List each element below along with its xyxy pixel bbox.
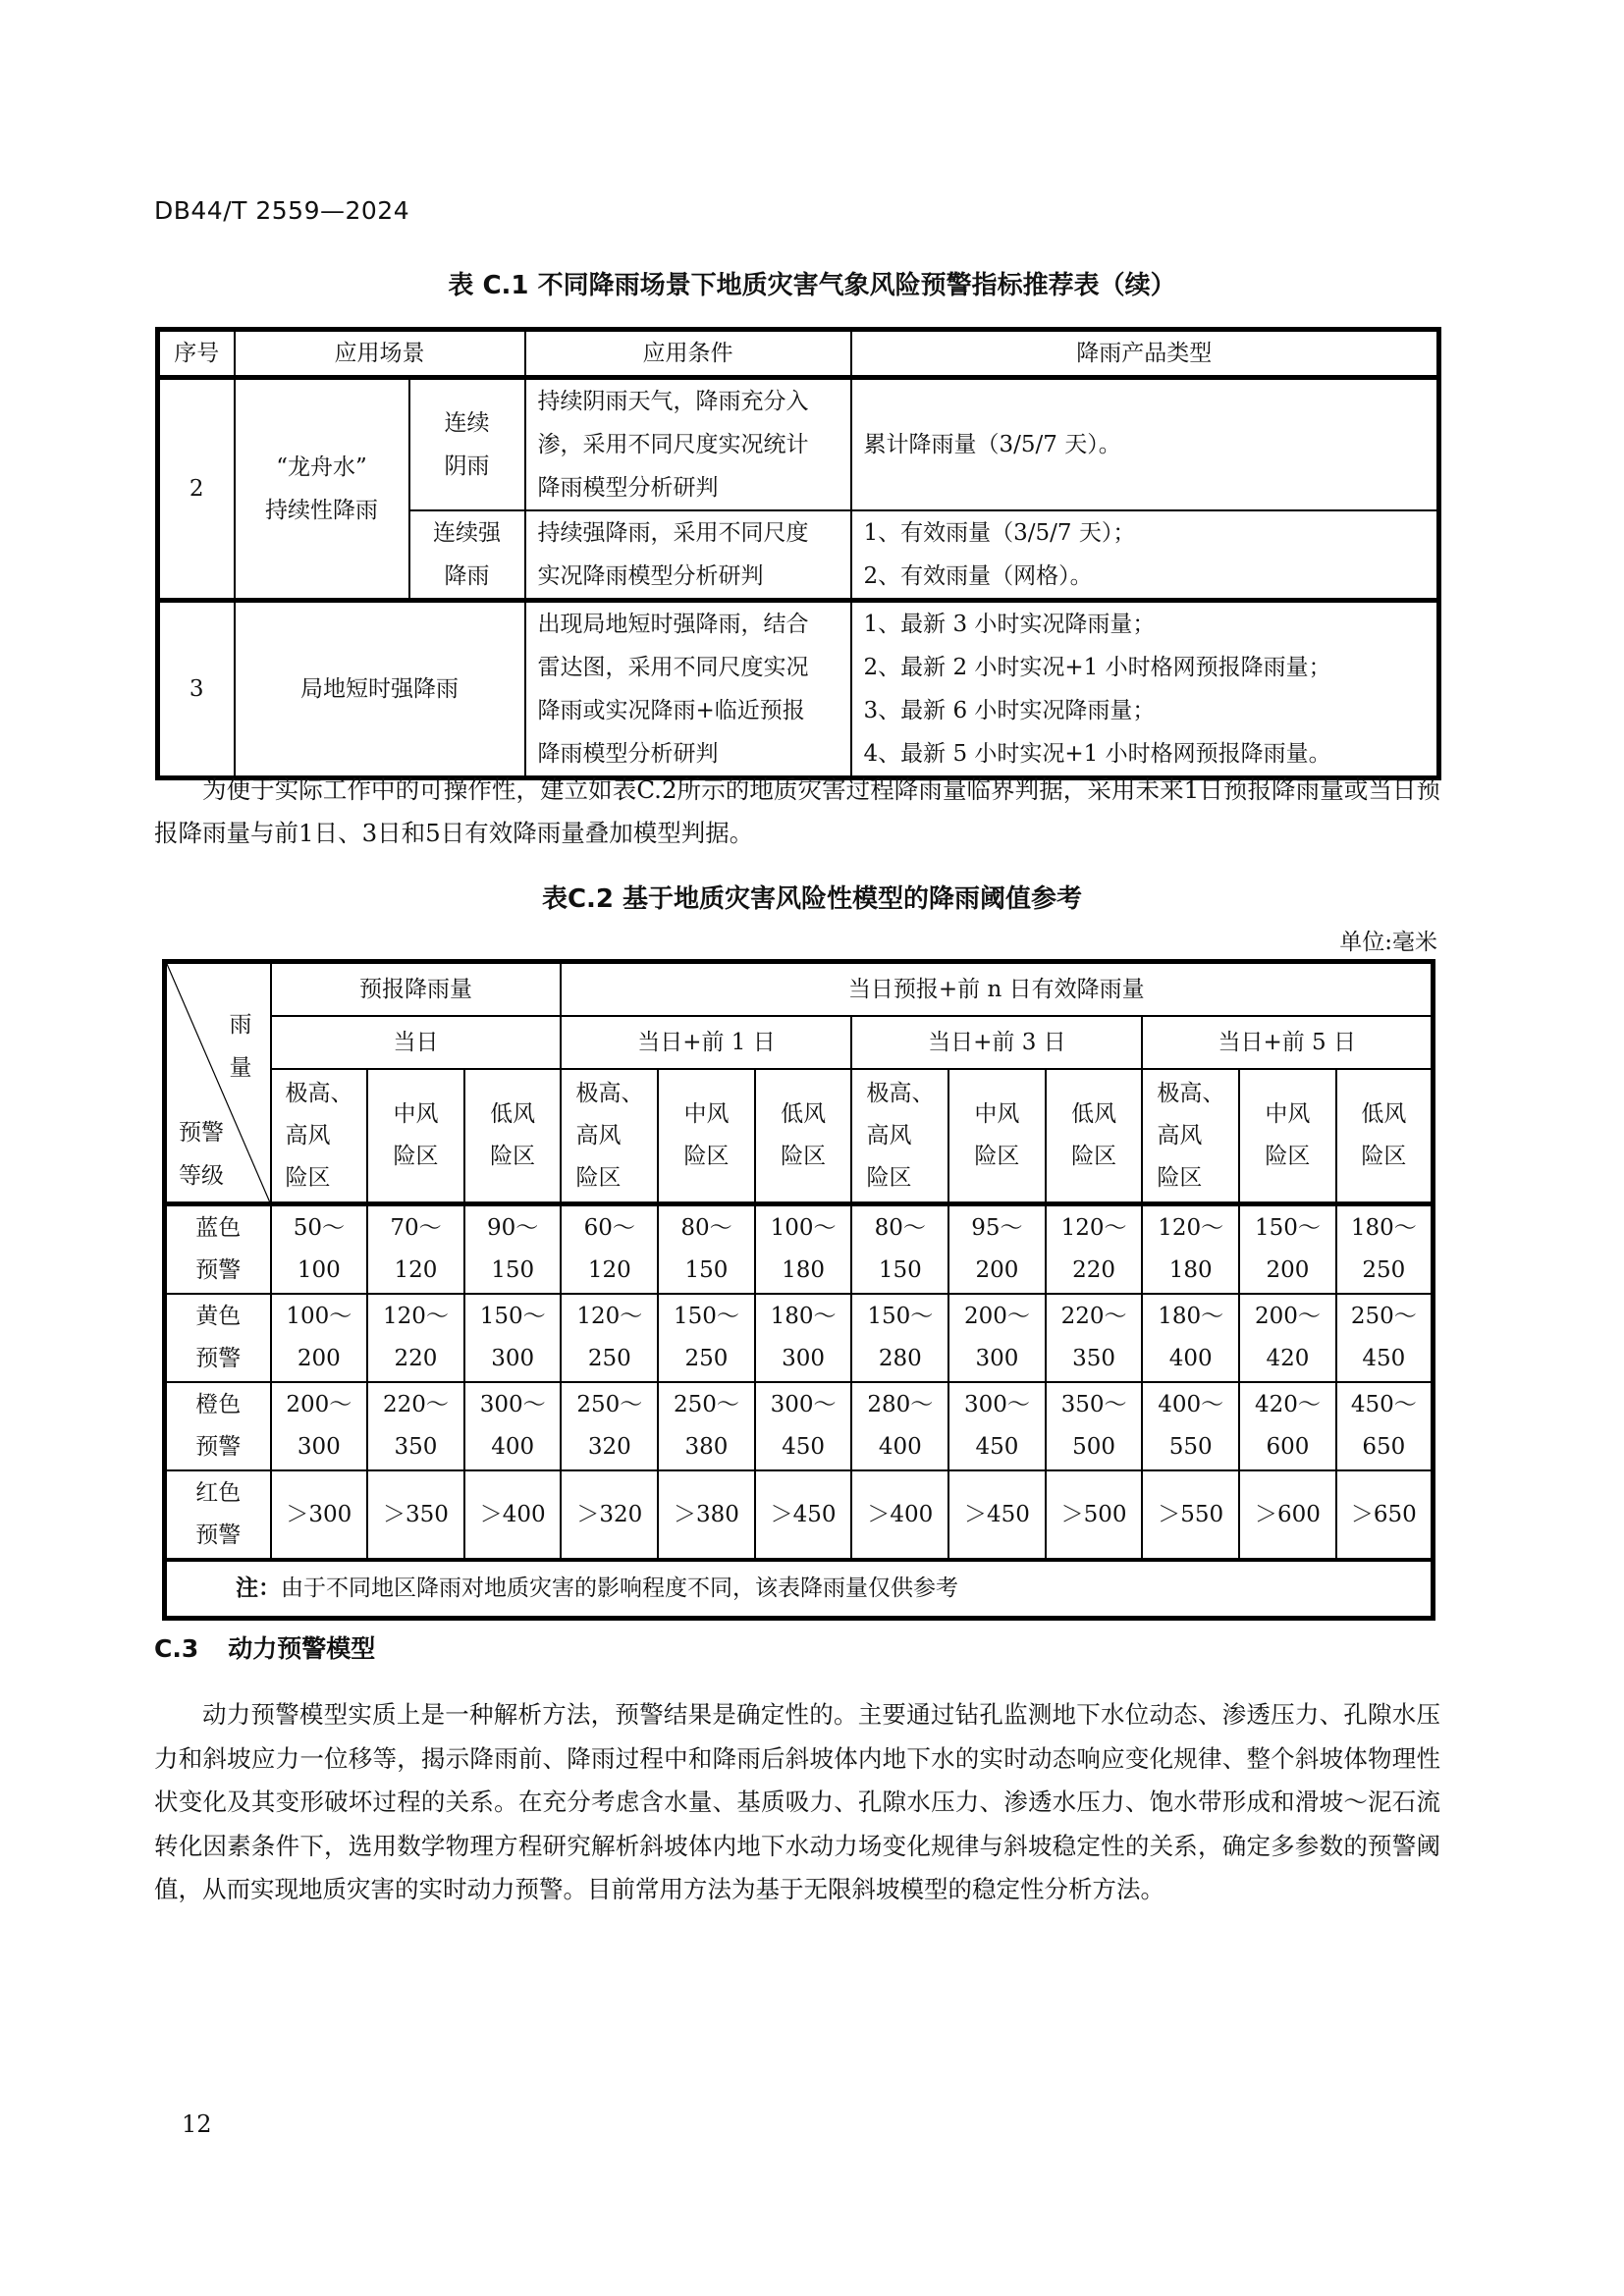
threshold-value: 120～ 220 (367, 1294, 464, 1382)
threshold-value: 200～ 300 (271, 1382, 368, 1470)
threshold-value: 150～ 200 (1239, 1204, 1336, 1295)
table2-period-header-row (165, 1016, 1434, 1069)
threshold-value: 120～ 180 (1142, 1204, 1239, 1295)
threshold-value: ＞400 (464, 1470, 562, 1560)
table1-row (158, 378, 1439, 511)
period-header: 当日+前 5 日 (1142, 1016, 1433, 1069)
zone-header: 低风 险区 (1336, 1069, 1434, 1204)
threshold-value: 50～ 100 (271, 1204, 368, 1295)
threshold-value: 250～ 450 (1336, 1294, 1434, 1382)
zone-header: 极高、 高风 险区 (1142, 1069, 1239, 1204)
document-id: DB44/T 2559—2024 (154, 196, 410, 225)
threshold-value: 280～ 400 (851, 1382, 948, 1470)
threshold-value: 120～ 220 (1046, 1204, 1143, 1295)
table1 (155, 327, 1441, 780)
section-heading (154, 1629, 375, 1665)
group-header-forecast: 预报降雨量 (271, 962, 562, 1017)
threshold-value: 90～ 150 (464, 1204, 562, 1295)
threshold-value: 300～ 450 (755, 1382, 852, 1470)
threshold-value: ＞380 (658, 1470, 755, 1560)
row-number: 2 (158, 378, 235, 601)
threshold-value: 420～ 600 (1239, 1382, 1336, 1470)
table2-group-header-row (165, 962, 1434, 1017)
threshold-value: 180～ 250 (1336, 1204, 1434, 1295)
table1-row (158, 601, 1439, 778)
threshold-value: 70～ 120 (367, 1204, 464, 1295)
threshold-value: 100～ 180 (755, 1204, 852, 1295)
zone-header: 极高、 高风 险区 (271, 1069, 368, 1204)
warning-row (165, 1294, 1434, 1382)
condition-cell: 持续强降雨，采用不同尺度 实况降雨模型分析研判 (525, 510, 851, 601)
section-paragraph: 动力预警模型实质上是一种解析方法，预警结果是确定性的。主要通过钻孔监测地下水位动态、渗透压力、孔隙水压力和斜坡应力一位移等，揭示降雨前、降雨过程中和降雨后斜坡体内地下水的实时动态响应变化规律、整个斜坡体物理性状变化及其变形破坏过程的关系。在充分考虑含水量、基质吸力、孔隙水压力、渗透水压力、饱水带形成和滑坡～泥石流转化因素条件下，选用数学物理方程研究解析斜坡体内地下水动力场变化规律与斜坡稳定性的关系，确定多参数的预警阈值，从而实现地质灾害的实时动力预警。目前常用方法为基于无限斜坡模型的稳定性分析方法。 (154, 1700, 1440, 1903)
zone-header: 低风 险区 (1046, 1069, 1143, 1204)
intro-paragraph: 为便于实际工作中的可操作性，建立如表C.2所示的地质灾害过程降雨量临界判据，采用未来1日预报降雨量或当日预报降雨量与前1日、3日和5日有效降雨量叠加模型判据。 (154, 775, 1440, 847)
threshold-value: 150～ 280 (851, 1294, 948, 1382)
product-cell: 1、有效雨量（3/5/7 天）； 2、有效雨量（网格）。 (851, 510, 1439, 601)
table2-zone-header-row (165, 1069, 1434, 1204)
zone-header: 低风 险区 (464, 1069, 562, 1204)
table1-header-row (158, 330, 1439, 378)
threshold-value: 100～ 200 (271, 1294, 368, 1382)
rain-type-cell: 连续强 降雨 (409, 510, 525, 601)
zone-header: 极高、 高风 险区 (561, 1069, 658, 1204)
threshold-value: 180～ 300 (755, 1294, 852, 1382)
threshold-value: 80～ 150 (851, 1204, 948, 1295)
threshold-value: 60～ 120 (561, 1204, 658, 1295)
threshold-value: 80～ 150 (658, 1204, 755, 1295)
warning-level: 蓝色 预警 (165, 1204, 271, 1295)
threshold-value: 350～ 500 (1046, 1382, 1143, 1470)
condition-cell: 出现局地短时强降雨，结合 雷达图，采用不同尺度实况 降雨或实况降雨+临近预报 降雨模型分析研判 (525, 601, 851, 778)
threshold-value: ＞600 (1239, 1470, 1336, 1560)
product-cell: 累计降雨量（3/5/7 天）。 (851, 378, 1439, 511)
threshold-value: ＞550 (1142, 1470, 1239, 1560)
period-header: 当日 (271, 1016, 562, 1069)
condition-cell: 持续阴雨天气，降雨充分入 渗，采用不同尺度实况统计 降雨模型分析研判 (525, 378, 851, 511)
warning-level: 黄色 预警 (165, 1294, 271, 1382)
threshold-value: ＞450 (948, 1470, 1046, 1560)
threshold-value: 220～ 350 (367, 1382, 464, 1470)
product-cell: 1、最新 3 小时实况降雨量； 2、最新 2 小时实况+1 小时格网预报降雨量； 3、最新 6 小时实况降雨量； 4、最新 5 小时实况+1 小时格网预报降雨量。 (851, 601, 1439, 778)
zone-header: 极高、 高风 险区 (851, 1069, 948, 1204)
table2-caption: 表C.2 基于地质灾害风险性模型的降雨阈值参考 (541, 884, 1083, 914)
threshold-value: ＞450 (755, 1470, 852, 1560)
row-number: 3 (158, 601, 235, 778)
threshold-value: 220～ 350 (1046, 1294, 1143, 1382)
zone-header: 低风 险区 (755, 1069, 852, 1204)
threshold-value: 200～ 420 (1239, 1294, 1336, 1382)
table2-note-row (165, 1560, 1434, 1619)
group-header-effective: 当日预报+前 n 日有效降雨量 (561, 962, 1433, 1017)
threshold-value: 250～ 320 (561, 1382, 658, 1470)
warning-row (165, 1382, 1434, 1470)
threshold-value: 450～ 650 (1336, 1382, 1434, 1470)
threshold-value: 150～ 300 (464, 1294, 562, 1382)
warning-row (165, 1204, 1434, 1295)
zone-header: 中风 险区 (1239, 1069, 1336, 1204)
scenario-cell: “龙舟水” 持续性降雨 (235, 378, 409, 601)
zone-header: 中风 险区 (658, 1069, 755, 1204)
corner-label-warning-level: 预警 等级 (179, 1120, 224, 1189)
threshold-value: 95～ 200 (948, 1204, 1046, 1295)
threshold-value: 300～ 400 (464, 1382, 562, 1470)
zone-header: 中风 险区 (367, 1069, 464, 1204)
threshold-value: 300～ 450 (948, 1382, 1046, 1470)
scenario-cell: 局地短时强降雨 (235, 601, 525, 778)
table2 (162, 959, 1435, 1621)
threshold-value: 150～ 250 (658, 1294, 755, 1382)
section-number: C.3 (154, 1634, 199, 1663)
threshold-value: 200～ 300 (948, 1294, 1046, 1382)
threshold-value: 250～ 380 (658, 1382, 755, 1470)
threshold-value: ＞650 (1336, 1470, 1434, 1560)
warning-level: 红色 预警 (165, 1470, 271, 1560)
table1-caption: 表 C.1 不同降雨场景下地质灾害气象风险预警指标推荐表（续） (448, 271, 1176, 300)
table2-note (165, 1560, 1434, 1619)
threshold-value: ＞300 (271, 1470, 368, 1560)
period-header: 当日+前 3 日 (851, 1016, 1142, 1069)
table1-header-cell: 降雨产品类型 (851, 330, 1439, 378)
warning-level: 橙色 预警 (165, 1382, 271, 1470)
threshold-value: ＞350 (367, 1470, 464, 1560)
threshold-value: ＞400 (851, 1470, 948, 1560)
unit-label: 单位:毫米 (1339, 930, 1437, 955)
threshold-value: ＞320 (561, 1470, 658, 1560)
table1-header-cell: 应用场景 (235, 330, 525, 378)
page-number: 12 (182, 2110, 212, 2138)
period-header: 当日+前 1 日 (561, 1016, 851, 1069)
warning-row (165, 1470, 1434, 1560)
table1-header-cell: 应用条件 (525, 330, 851, 378)
section-title: 动力预警模型 (228, 1634, 376, 1663)
note-label: 注： (236, 1575, 281, 1601)
corner-label-rainfall: 雨 量 (229, 1012, 252, 1081)
diagonal-corner-cell (165, 962, 271, 1204)
threshold-value: 180～ 400 (1142, 1294, 1239, 1382)
rain-type-cell: 连续 阴雨 (409, 378, 525, 511)
threshold-value: ＞500 (1046, 1470, 1143, 1560)
zone-header: 中风 险区 (948, 1069, 1046, 1204)
note-text: 由于不同地区降雨对地质灾害的影响程度不同，该表降雨量仅供参考 (281, 1575, 958, 1601)
table1-header-cell: 序号 (158, 330, 235, 378)
threshold-value: 400～ 550 (1142, 1382, 1239, 1470)
threshold-value: 120～ 250 (561, 1294, 658, 1382)
